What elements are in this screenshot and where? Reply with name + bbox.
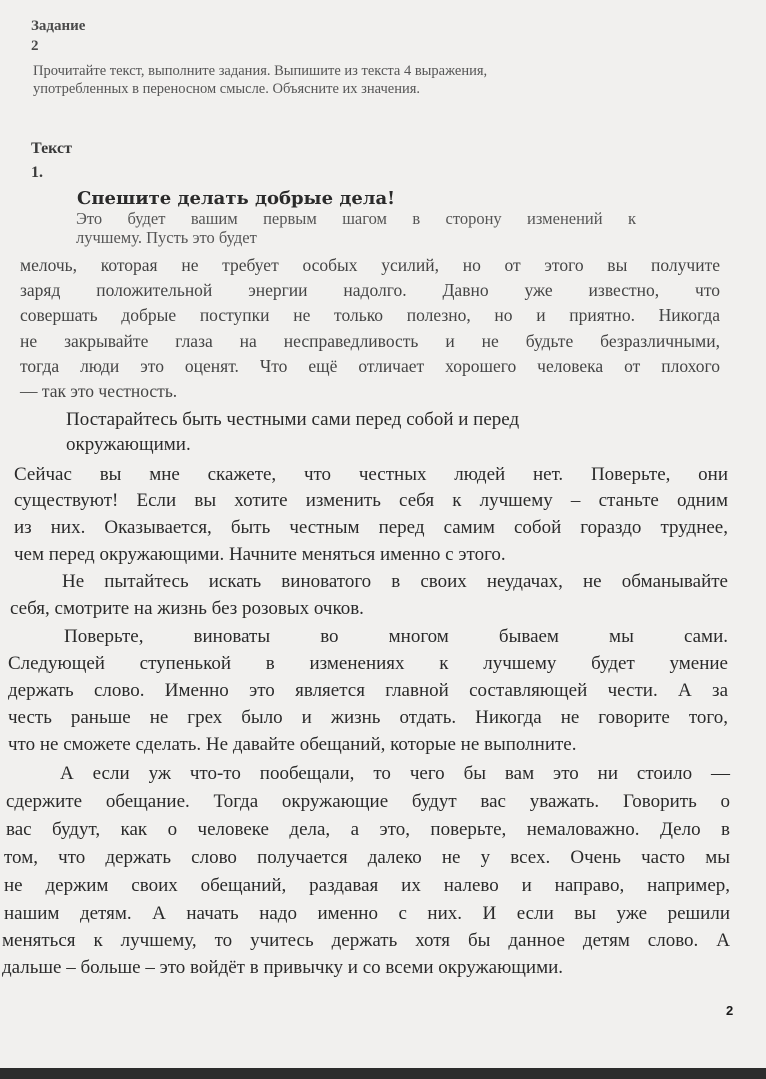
- article-line: заряд положительной энергии надолго. Давно уже известно, что: [20, 280, 720, 300]
- article-line: лучшему. Пусть это будет: [76, 228, 257, 247]
- article-line: себя, смотрите на жизнь без розовых очков.: [10, 598, 364, 619]
- text-number: 1.: [31, 164, 43, 181]
- article-line: существуют! Если вы хотите изменить себя к лучшему – станьте одним: [14, 490, 728, 511]
- article-line: окружающими.: [66, 434, 191, 455]
- article-line: Сейчас вы мне скажете, что честных людей нет. Поверьте, они: [14, 464, 728, 485]
- task-number: 2: [31, 38, 39, 54]
- article-line: мелочь, которая не требует особых усилий, но от этого вы получите: [20, 255, 720, 275]
- article-line: меняться к лучшему, то учитесь держать хотя бы данное детям слово. А: [2, 930, 730, 951]
- article-line: не закрывайте глаза на несправедливость и не будьте безразличными,: [20, 331, 720, 351]
- article-line: сдержите обещание. Тогда окружающие будут вас уважать. Говорить о: [6, 791, 730, 812]
- article-line: чем перед окружающими. Начните меняться именно с этого.: [14, 544, 506, 565]
- article-line: совершать добрые поступки не только полезно, но и приятно. Никогда: [20, 305, 720, 325]
- article-line: вас будут, как о человеке дела, а это, поверьте, немаловажно. Дело в: [6, 819, 730, 840]
- article-line: А если уж что-то пообещали, то чего бы вам это ни стоило —: [60, 763, 730, 784]
- article-line: из них. Оказывается, быть честным перед самим собой гораздо труднее,: [14, 517, 728, 538]
- text-label: Текст: [31, 140, 72, 157]
- article-line: том, что держать слово получается далеко не у всех. Очень часто мы: [4, 847, 730, 868]
- article-line: — так это честность.: [20, 381, 178, 401]
- article-line: не держим своих обещаний, раздавая их налево и направо, например,: [4, 875, 730, 896]
- article-line: Постарайтесь быть честными сами перед собой и перед: [66, 409, 520, 430]
- article-line: тогда люди это оценят. Что ещё отличает хорошего человека от плохого: [20, 356, 720, 376]
- article-line: Следующей ступенькой в изменениях к лучшему будет умение: [8, 653, 728, 674]
- desk-surface: [0, 1068, 766, 1079]
- task-label: Задание: [31, 18, 86, 34]
- instruction-line-1: Прочитайте текст, выполните задания. Выпишите из текста 4 выражения,: [33, 63, 488, 79]
- article-line: Это будет вашим первым шагом в сторону изменений к: [76, 209, 636, 228]
- article-line: держать слово. Именно это является главной составляющей чести. А за: [8, 680, 728, 701]
- article-line: Поверьте, виноваты во многом бываем мы сами.: [64, 626, 728, 647]
- article-line: что не сможете сделать. Не давайте обещаний, которые не выполните.: [8, 734, 577, 755]
- article-line: нашим детям. А начать надо именно с них. И если вы уже решили: [4, 903, 730, 924]
- instruction-line-2: употребленных в переносном смысле. Объясните их значения.: [33, 81, 421, 97]
- page-number: 2: [726, 1003, 734, 1018]
- article-line: Не пытайтесь искать виноватого в своих неудачах, не обманывайте: [62, 571, 728, 592]
- article-line: дальше – больше – это войдёт в привычку и со всеми окружающими.: [2, 957, 564, 978]
- article-title: Спешите делать добрые дела!: [77, 188, 396, 209]
- article-line: честь раньше не грех было и жизнь отдать. Никогда не говорите того,: [8, 707, 728, 728]
